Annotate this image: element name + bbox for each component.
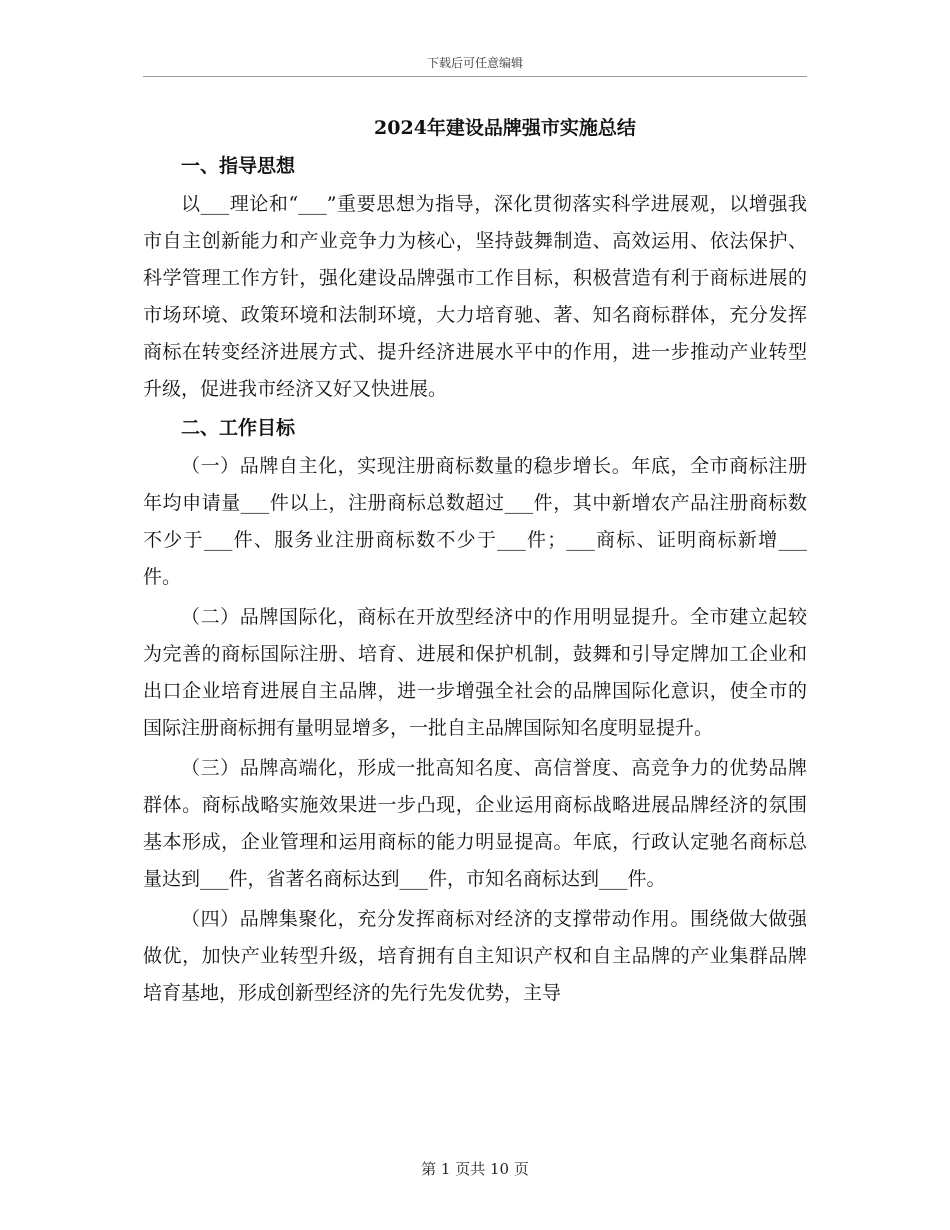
document-title: 2024年建设品牌强市实施总结 — [374, 117, 636, 139]
paragraph-goal-1: （一）品牌自主化，实现注册商标数量的稳步增长。年底，全市商标注册年均申请量___件以上，注册商标总数超过___件，其中新增农产品注册商标数不少于___件、服务业注册商标数不少于___件；___商标、证明商标新增___件。 — [143, 455, 807, 588]
header-divider — [143, 76, 807, 77]
page-footer: 第 1 页共 10 页 — [421, 1160, 529, 1178]
paragraph-goal-2: （二）品牌国际化，商标在开放型经济中的作用明显提升。全市建立起较为完善的商标国际注册、培育、进展和保护机制，鼓舞和引导定牌加工企业和出口企业培育进展自主品牌，进一步增强全社会的品牌国际化意识，使全市的国际注册商标拥有量明显增多，一批自主品牌国际知名度明显提升。 — [143, 606, 807, 739]
paragraph-goal-4: （四）品牌集聚化，充分发挥商标对经济的支撑带动作用。围绕做大做强做优，加快产业转型升级，培育拥有自主知识产权和自主品牌的产业集群品牌培育基地，形成创新型经济的先行先发优势，主导 — [143, 908, 807, 1004]
section-heading-work-goals: 二、工作目标 — [181, 417, 296, 439]
page-header: 下载后可任意编辑 — [426, 56, 523, 70]
document-body — [143, 110, 807, 1012]
paragraph-goal-3: （三）品牌高端化，形成一批高知名度、高信誉度、高竞争力的优势品牌群体。商标战略实施效果进一步凸现，企业运用商标战略进展品牌经济的氛围基本形成，企业管理和运用商标的能力明显提高。年底，行政认定驰名商标总量达到___件，省著名商标达到___件，市知名商标达到___件。 — [143, 757, 807, 890]
paragraph-guiding-thought: 以___理论和“___”重要思想为指导，深化贯彻落实科学进展观，以增强我市自主创新能力和产业竞争力为核心，坚持鼓舞制造、高效运用、依法保护、科学管理工作方针，强化建设品牌强市工作目标，积极营造有利于商标进展的市场环境、政策环境和法制环境，大力培育驰、著、知名商标群体，充分发挥商标在转变经济进展方式、提升经济进展水平中的作用，进一步推动产业转型升级，促进我市经济又好又快进展。 — [143, 193, 807, 400]
section-heading-guiding-thought: 一、指导思想 — [181, 155, 296, 177]
